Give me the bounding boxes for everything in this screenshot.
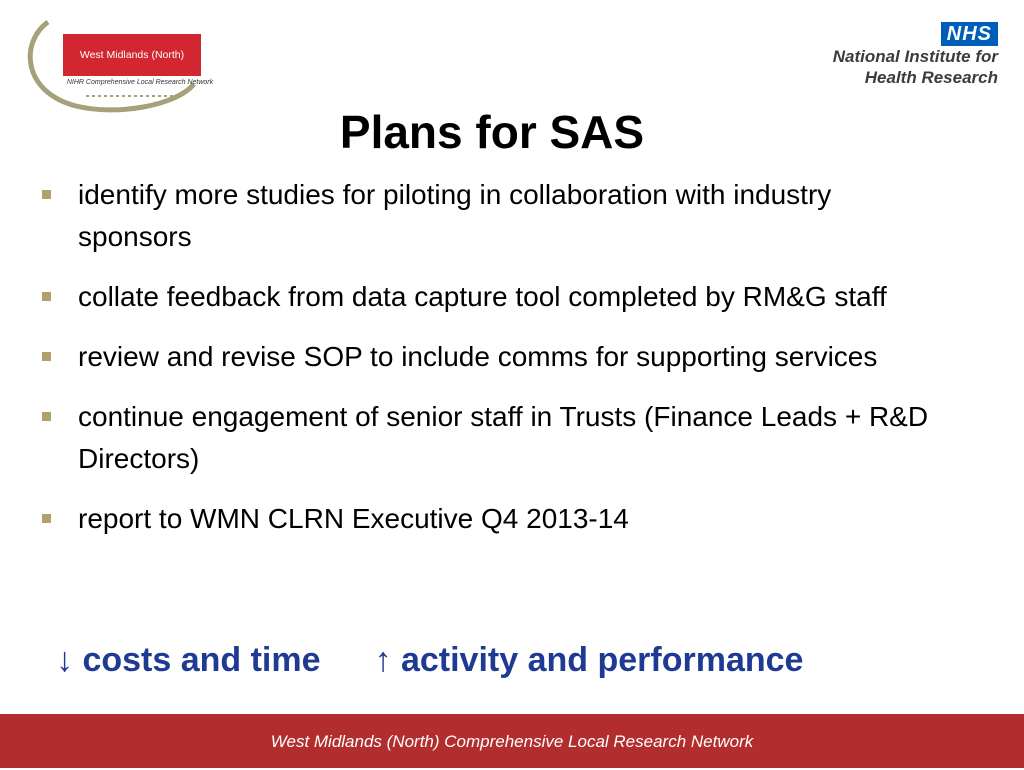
emphasis-left: ↓ costs and time [56,641,321,679]
bullet-text: collate feedback from data capture tool completed by RM&G staff [78,281,887,312]
footer-bar [0,714,1024,768]
footer-text: West Midlands (North) Comprehensive Local Research Network [270,732,754,751]
square-bullet-icon [42,352,51,361]
emphasis-right: ↑ activity and performance [374,641,804,679]
nihr-line-1: National Institute for [832,47,998,66]
emphasis-line [56,636,976,684]
bullet-text: review and revise SOP to include comms for supporting services [78,341,878,372]
nihr-logo [758,22,998,92]
logo-box-text: West Midlands (North) [63,34,201,76]
square-bullet-icon [42,412,51,421]
bullet-text: continue engagement of senior staff in Trusts (Finance Leads + R&D Directors) [78,401,929,474]
bullet-item [38,336,938,378]
bullet-item [38,276,938,318]
bullet-item [38,498,938,540]
bullet-item [38,174,938,258]
slide-title: Plans for SAS [339,106,645,158]
square-bullet-icon [42,292,51,301]
bullet-text: identify more studies for piloting in collaboration with industry sponsors [78,179,832,252]
square-bullet-icon [42,190,51,199]
bullet-text: report to WMN CLRN Executive Q4 2013-14 [78,503,629,534]
nhs-badge: NHS [941,22,998,46]
logo-subtitle: NIHR Comprehensive Local Research Network [66,79,214,86]
bullet-list [38,174,938,558]
square-bullet-icon [42,514,51,523]
nihr-line-2: Health Research [864,68,998,87]
bullet-item [38,396,938,480]
wmn-clrn-logo [26,14,214,114]
